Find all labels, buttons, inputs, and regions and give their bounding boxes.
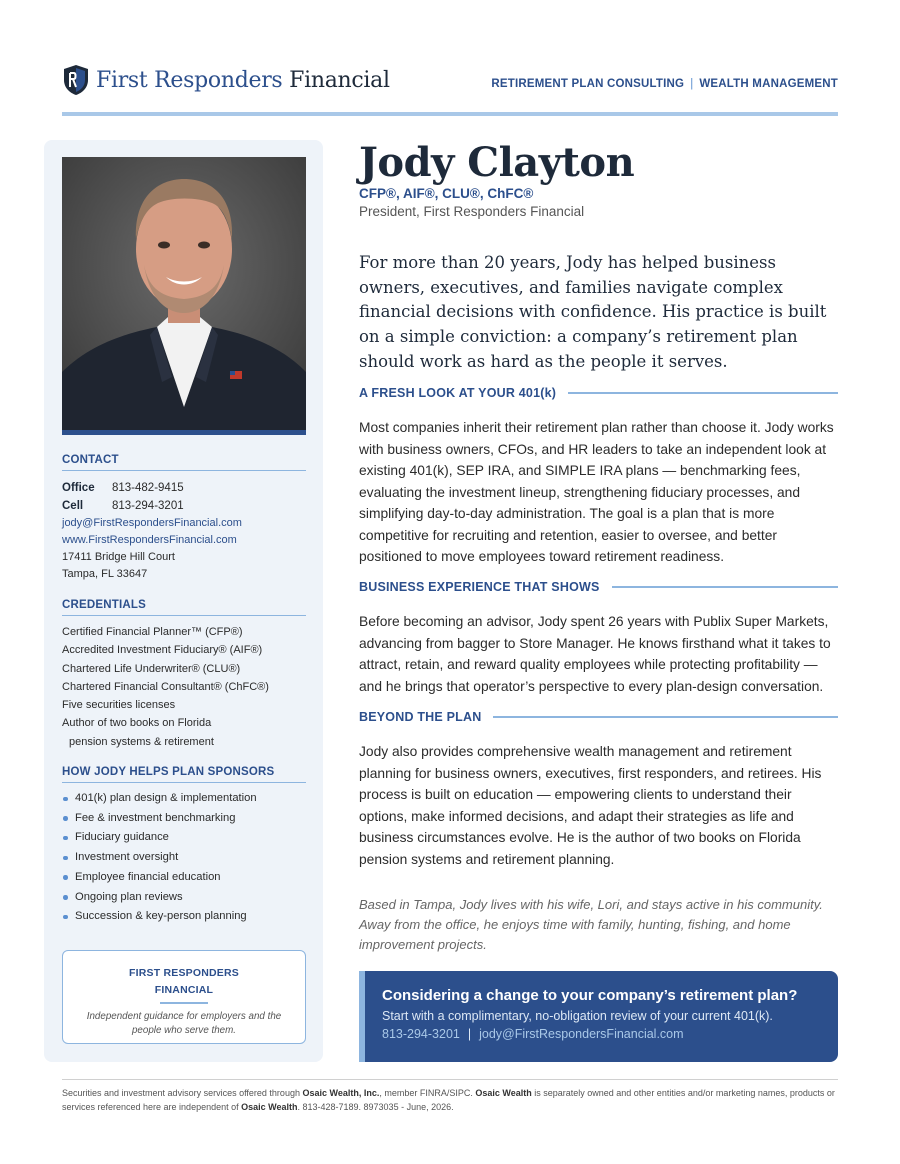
- address-line-1: 17411 Bridge Hill Court: [62, 551, 175, 563]
- profile-header: [359, 139, 838, 219]
- intro-paragraph: For more than 20 years, Jody has helped business owners, executives, and families navigate complex financial decisions with confidence. His practice is built on a simple conviction: a company’s retirement plan should work as hard as the people it serves.: [359, 253, 827, 371]
- cta-email[interactable]: jody@FirstRespondersFinancial.com: [479, 1027, 684, 1041]
- list-item: Succession & key-person planning: [62, 907, 306, 927]
- credential-item: Five securities licenses: [62, 699, 176, 712]
- list-item: Ongoing plan reviews: [62, 888, 306, 908]
- profile-photo: [62, 157, 306, 435]
- list-item: 401(k) plan design & implementation: [62, 789, 306, 809]
- section-experience: [359, 580, 838, 697]
- section-body: Most companies inherit their retirement plan rather than choose it. Jody works with business owners, CFOs, and HR leaders to take an independent look at existing 401(k), SEP IRA, and SIMPLE IRA plans — benchmarking fees, evaluating the investment lineup, strengthening fiduciary processes, and simplifying day-to-day administration. The goal is a plan that is more competitive for recruiting and retention, easier to oversee, and better positioned to move employees toward retirement readiness.: [359, 420, 834, 564]
- cta-phone[interactable]: 813-294-3201: [382, 1027, 460, 1041]
- footer-text: . 813-428-7189. 8973035 - June, 2026.: [297, 1101, 454, 1112]
- footer-text: is separately owned and other entities and/or marketing names, products or services referenced here are independent of: [62, 1088, 835, 1112]
- header-divider: [62, 112, 838, 116]
- page-header: [62, 62, 838, 102]
- footer-text: Securities and investment advisory services offered through: [62, 1088, 303, 1098]
- firm-card-divider: [160, 1002, 208, 1004]
- cta-contact: [382, 1027, 838, 1041]
- footer-divider: [62, 1079, 838, 1080]
- header-tagline: [491, 78, 838, 90]
- tagline-wealth: WEALTH MANAGEMENT: [699, 78, 838, 90]
- list-item: Fee & investment benchmarking: [62, 809, 306, 829]
- portrait-illustration: [62, 157, 306, 430]
- credentials-list: [62, 623, 306, 751]
- list-item: Investment oversight: [62, 848, 306, 868]
- footer-text: , member FINRA/SIPC.: [379, 1088, 476, 1098]
- section-rule: [568, 392, 838, 394]
- contact-section: [62, 454, 306, 582]
- credentials-section: [62, 599, 306, 751]
- section-heading-text: BEYOND THE PLAN: [359, 710, 482, 724]
- cta-headline: Considering a change to your company’s retirement plan?: [382, 987, 798, 1004]
- office-phone-row: [62, 479, 306, 497]
- disclosure-footer: [62, 1087, 842, 1114]
- cell-label: Cell: [62, 500, 84, 512]
- brand-name-primary: First Responders: [96, 67, 283, 93]
- section-rule: [612, 586, 838, 588]
- office-label: Office: [62, 482, 95, 494]
- brand-logo[interactable]: [62, 64, 390, 96]
- section-heading: [359, 386, 838, 400]
- helps-heading: HOW JODY HELPS PLAN SPONSORS: [62, 766, 306, 783]
- profile-role: President, First Responders Financial: [359, 204, 585, 219]
- section-beyond: [359, 710, 838, 870]
- cta-separator: |: [467, 1027, 472, 1041]
- tagline-separator: |: [690, 78, 694, 90]
- shield-logo-icon: [62, 64, 90, 96]
- firm-card-title-2: FINANCIAL: [154, 983, 214, 996]
- credential-item: Chartered Life Underwriter® (CLU®): [62, 662, 241, 675]
- cta-subline: Start with a complimentary, no-obligation review of your current 401(k).: [382, 1009, 773, 1023]
- list-item: Fiduciary guidance: [62, 828, 306, 848]
- tagline-consulting: RETIREMENT PLAN CONSULTING: [491, 78, 685, 90]
- section-heading: [359, 580, 838, 594]
- address-line-2: Tampa, FL 33647: [62, 567, 148, 580]
- footer-firm: Osaic Wealth: [241, 1101, 298, 1112]
- credential-item: Accredited Investment Fiduciary® (AIF®): [62, 644, 263, 657]
- credential-item: Chartered Financial Consultant® (ChFC®): [62, 680, 269, 693]
- cell-phone-row: [62, 497, 306, 515]
- brand-name: [96, 68, 390, 93]
- firm-card-title-1: FIRST RESPONDERS: [129, 967, 239, 979]
- helps-section: [62, 766, 306, 927]
- cta-banner: [359, 971, 838, 1062]
- section-heading-text: BUSINESS EXPERIENCE THAT SHOWS: [359, 580, 600, 594]
- contact-heading: CONTACT: [62, 454, 306, 471]
- office-phone[interactable]: 813-482-9415: [112, 482, 184, 494]
- credential-item: Author of two books on Florida: [62, 717, 212, 730]
- credentials-heading: CREDENTIALS: [62, 599, 306, 616]
- section-fresh-look: [359, 386, 838, 568]
- email-link[interactable]: jody@FirstRespondersFinancial.com: [62, 517, 242, 529]
- profile-credentials: CFP®, AIF®, CLU®, ChFC®: [359, 186, 534, 201]
- section-body: Jody also provides comprehensive wealth management and retirement planning for business owners, executives, first responders, and retirees. His process is built on education — empowering clients to understand their options, make informed decisions, and adapt their strategies as life and business circumstances evolve. He is the author of two books on Florida pension systems and retirement planning.: [359, 744, 822, 867]
- brand-name-secondary: Financial: [289, 67, 390, 93]
- firm-card-subtitle: Independent guidance for employers and the people who serve them.: [86, 1010, 282, 1036]
- personal-note: Based in Tampa, Jody lives with his wife, Lori, and stays active in his community. Away from the office, he enjoys time with family, hunting, fishing, and home improvement projects.: [359, 897, 823, 952]
- website-link[interactable]: www.FirstRespondersFinancial.com: [62, 533, 237, 546]
- cell-phone[interactable]: 813-294-3201: [112, 500, 184, 512]
- profile-name: Jody Clayton: [359, 139, 635, 186]
- helps-list: [62, 789, 306, 927]
- section-heading-text: A FRESH LOOK AT YOUR 401(k): [359, 386, 557, 400]
- footer-firm: Osaic Wealth, Inc.: [302, 1088, 380, 1098]
- section-body: Before becoming an advisor, Jody spent 26 years with Publix Super Markets, advancing from bagger to Store Manager. He knows firsthand what it takes to attract, retain, and reward quality employees while protecting profitability — and he brings that operator’s perspective to every plan-design conversation.: [359, 614, 831, 694]
- firm-card: [62, 950, 306, 1044]
- section-heading: [359, 710, 838, 724]
- section-rule: [493, 716, 838, 718]
- footer-firm: Osaic Wealth: [475, 1088, 532, 1098]
- list-item: Employee financial education: [62, 868, 306, 888]
- credential-item: Certified Financial Planner™ (CFP®): [62, 626, 243, 638]
- credential-item-continued: pension systems & retirement: [69, 735, 214, 748]
